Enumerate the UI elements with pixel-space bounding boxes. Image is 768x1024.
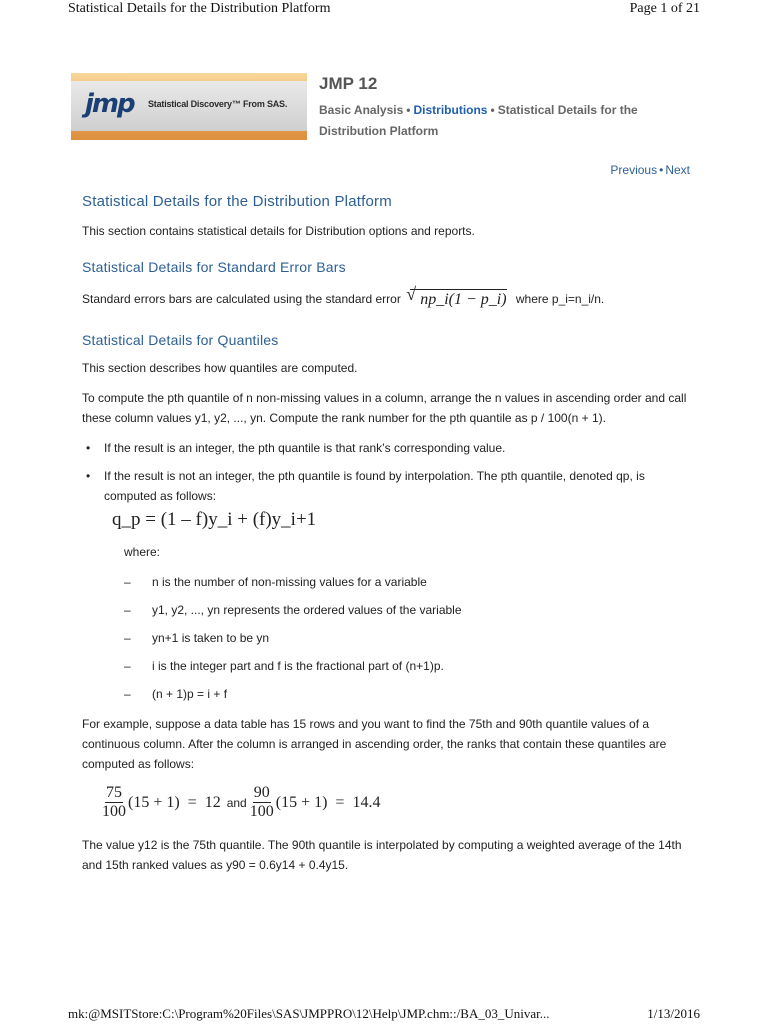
definition-item: – y1, y2, ..., yn represents the ordered values of the variable: [124, 600, 692, 620]
sqrt-symbol: √ np_i(1 − p_i): [410, 289, 506, 310]
definition-item: – (n + 1)p = i + f: [124, 684, 692, 704]
and-word: and: [226, 795, 247, 810]
print-header: [0, 0, 768, 20]
se-heading: Statistical Details for Standard Error Bars: [82, 259, 346, 275]
print-footer-path: mk:@MSITStore:C:\Program%20Files\SAS\JMPPRO\12\Help\JMP.chm::/BA_03_Univar...: [68, 1006, 550, 1021]
quantiles-intro: This section describes how quantiles are computed.: [82, 361, 358, 376]
fraction: [102, 784, 126, 821]
denominator: 100: [249, 803, 274, 821]
fraction: [250, 784, 274, 821]
se-paragraph: [82, 289, 692, 310]
numerator: 75: [106, 784, 122, 802]
print-header-page: Page 1 of 21: [629, 1, 700, 16]
definitions-list: [104, 572, 692, 704]
breadcrumb-separator: •: [490, 103, 495, 117]
breadcrumb-current: Statistical Details for the Distribution Platform: [319, 103, 638, 138]
expression: (15 + 1) = 12: [128, 793, 221, 811]
definition-item: – n is the number of non-missing values for a variable: [124, 572, 692, 592]
where-label: where:: [124, 545, 161, 560]
quantiles-paragraph: To compute the pth quantile of n non-missing values in a column, arrange the n values in ascending order and call these column values y1, y2, ..., yn. Compute the rank number for the pth quantile as p / 100(n + 1).: [82, 391, 687, 426]
se-text-after: where p_i=n_i/n.: [515, 292, 605, 306]
se-text-before: Standard errors bars are calculated using the standard error: [82, 292, 401, 306]
breadcrumb: [319, 100, 669, 142]
next-link[interactable]: Next: [665, 163, 690, 177]
previous-link[interactable]: Previous: [610, 163, 658, 177]
closing-paragraph: The value y12 is the 75th quantile. The 90th quantile is interpolated by computing a weighted average of the 14th and 15th ranked values as y90 = 0.6y14 + 0.4y15.: [82, 838, 682, 873]
main-content: [82, 193, 692, 885]
breadcrumb-distributions-link[interactable]: Distributions: [413, 103, 488, 117]
list-item: • If the result is an integer, the pth quantile is that rank’s corresponding value.: [82, 438, 692, 458]
definition-item: – i is the integer part and f is the fractional part of (n+1)p.: [124, 656, 692, 676]
example-formula: [102, 784, 692, 821]
banner-tagline: Statistical Discovery™ From SAS.: [148, 99, 288, 109]
quantile-rules-list: [82, 438, 692, 704]
print-footer: [0, 1006, 768, 1024]
intro-text: This section contains statistical details for Distribution options and reports.: [82, 224, 475, 238]
bullet2-text: If the result is not an integer, the pth quantile is found by interpolation. The pth quantile, denoted qp, is computed as follows:: [104, 469, 645, 504]
print-footer-date: 1/13/2016: [647, 1006, 700, 1021]
list-item: [82, 466, 692, 704]
breadcrumb-basic-analysis: Basic Analysis: [319, 103, 404, 117]
product-title: JMP 12: [319, 74, 378, 93]
print-header-title: Statistical Details for the Distribution Platform: [68, 1, 331, 16]
expression: (15 + 1) = 14.4: [275, 793, 381, 811]
denominator: 100: [102, 803, 126, 821]
quantile-formula: q_p = (1 – f)y_i + (f)y_i+1: [112, 509, 317, 531]
breadcrumb-separator: •: [406, 103, 411, 117]
standard-error-formula: [404, 291, 512, 308]
page-nav: [610, 163, 690, 177]
quantiles-heading: Statistical Details for Quantiles: [82, 332, 279, 349]
nav-separator: •: [659, 163, 664, 177]
example-paragraph: For example, suppose a data table has 15 rows and you want to find the 75th and 90th quantile values of a continuous column. After the column is arranged in ascending order, the ranks that contain these quantiles are computed as follows:: [82, 717, 667, 772]
numerator: 90: [253, 784, 270, 802]
definition-item: – yn+1 is taken to be yn: [124, 628, 692, 648]
page-title: Statistical Details for the Distribution Platform: [82, 193, 392, 210]
jmp-banner: [71, 73, 307, 140]
jmp-logo: jmp: [85, 89, 134, 119]
